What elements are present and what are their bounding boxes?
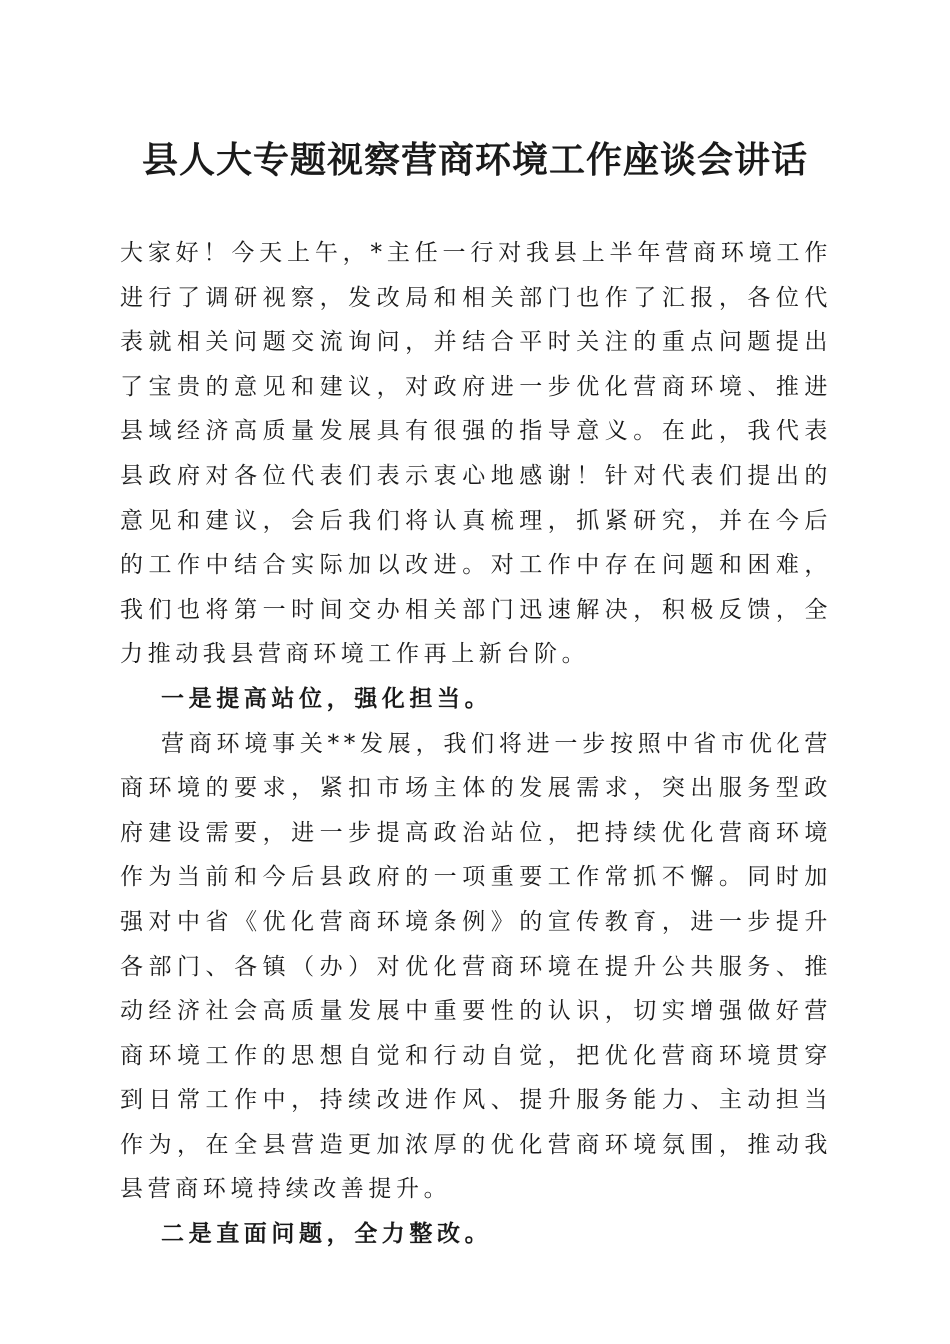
document-body: [120, 231, 832, 1257]
section-heading-2: 二是直面问题，全力整改。: [161, 1220, 493, 1248]
intro-paragraph: 大家好！今天上午，*主任一行对我县上半年营商环境工作进行了调研视察，发改局和相关部门也作了汇报，各位代表就相关问题交流询问，并结合平时关注的重点问题提出了宝贵的意见和建议，对政府进一步优化营商环境、推进县域经济高质量发展具有很强的指导意义。在此，我代表县政府对各位代表们表示衷心地感谢！针对代表们提出的意见和建议，会后我们将认真梳理，抓紧研究，并在今后的工作中结合实际加以改进。对工作中存在问题和困难，我们也将第一时间交办相关部门迅速解决，积极反馈，全力推动我县营商环境工作再上新台阶。: [120, 240, 832, 668]
document-title: 县人大专题视察营商环境工作座谈会讲话: [141, 139, 808, 181]
section-heading-1: 一是提高站位，强化担当。: [161, 684, 493, 712]
section-paragraph-1: 营商环境事关**发展，我们将进一步按照中省市优化营商环境的要求，紧扣市场主体的发展需求，突出服务型政府建设需要，进一步提高政治站位，把持续优化营商环境作为当前和今后县政府的一项重要工作常抓不懈。同时加强对中省《优化营商环境条例》的宣传教育，进一步提升各部门、各镇（办）对优化营商环境在提升公共服务、推动经济社会高质量发展中重要性的认识，切实增强做好营商环境工作的思想自觉和行动自觉，把优化营商环境贯穿到日常工作中，持续改进作风、提升服务能力、主动担当作为，在全县营造更加浓厚的优化营商环境氛围，推动我县营商环境持续改善提升。: [120, 730, 832, 1203]
